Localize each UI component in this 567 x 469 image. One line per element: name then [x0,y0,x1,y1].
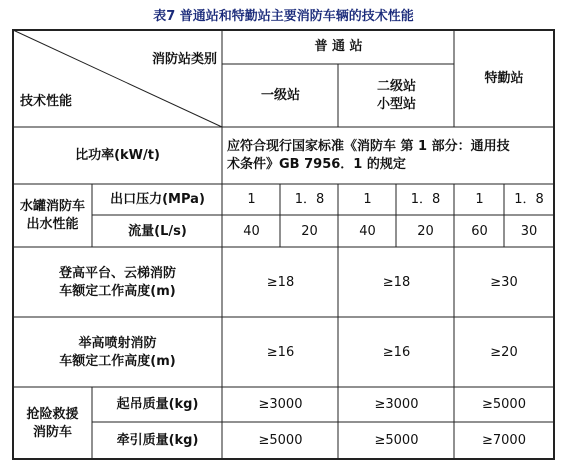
pressure-value: 1 [475,192,484,207]
flow-value: 30 [520,223,538,239]
pressure-value: 1 [247,192,256,207]
jet-value: ≥16 [382,344,411,360]
pressure-value: 1．8 [514,192,544,207]
rescue-group-line2: 消防车 [32,424,72,440]
header-second-class [339,65,454,127]
aerial-value: ≥30 [490,274,518,290]
towing-value: ≥7000 [482,433,526,448]
power-ratio-label: 比功率(kW/t) [75,148,160,163]
lifting-value: ≥5000 [482,397,526,412]
jet-value: ≥20 [490,344,518,360]
towing-value: ≥5000 [374,433,419,448]
aerial-platform-label [13,248,222,317]
header-special-station: 特勤站 [484,70,524,86]
power-ratio-text-line1: 应符合现行国家标准《消防车 第 1 部分：通用技 [227,139,510,154]
flow-value: 40 [243,223,260,239]
tank-truck-group-label [13,185,92,247]
jet-value: ≥16 [266,344,295,360]
power-ratio-text [227,128,553,184]
aerial-value: ≥18 [266,274,295,290]
pressure-value: 1．8 [410,192,441,207]
header-ordinary-station: 普 通 站 [314,39,363,54]
header-performance-label: 技术性能 [20,94,73,109]
flow-label: 流量(L/s) [128,223,187,239]
aerial-value: ≥18 [382,274,411,290]
flow-value: 20 [301,223,318,239]
aerial-platform-label-line1: 登高平台、云梯消防 [58,265,176,281]
lifting-mass-label: 起吊质量(kg) [116,397,199,412]
jet-truck-label-line1: 举高喷射消防 [78,335,157,351]
pressure-value: 1．8 [294,192,325,207]
specs-table [12,29,555,460]
rescue-group-line1: 抢险救援 [26,406,79,422]
power-ratio-text-line2: 术条件》GB 7956．1 的规定 [227,157,406,172]
lifting-value: ≥3000 [258,397,303,412]
tank-truck-group-line1: 水罐消防车 [19,199,85,214]
flow-value: 20 [417,223,434,239]
tank-truck-group-line2: 出水性能 [26,217,79,232]
header-second-class-line1: 二级站 [376,79,416,94]
header-second-class-line2: 小型站 [376,97,416,112]
header-station-type-label: 消防站类别 [151,52,217,67]
pressure-value: 1 [363,192,372,207]
jet-truck-label-line2: 车额定工作高度(m) [59,353,176,369]
towing-mass-label: 牵引质量(kg) [116,433,199,448]
flow-value: 40 [359,223,376,239]
header-first-class: 一级站 [260,88,300,103]
flow-value: 60 [471,223,488,239]
aerial-platform-label-line2: 车额定工作高度(m) [59,283,176,299]
table-caption: 表7 普通站和特勤站主要消防车辆的技术性能 [153,9,414,24]
outlet-pressure-label: 出口压力(MPa) [110,192,205,207]
towing-value: ≥5000 [258,433,303,448]
lifting-value: ≥3000 [374,397,419,412]
rescue-truck-group-label [13,388,92,459]
jet-truck-label [13,318,222,387]
